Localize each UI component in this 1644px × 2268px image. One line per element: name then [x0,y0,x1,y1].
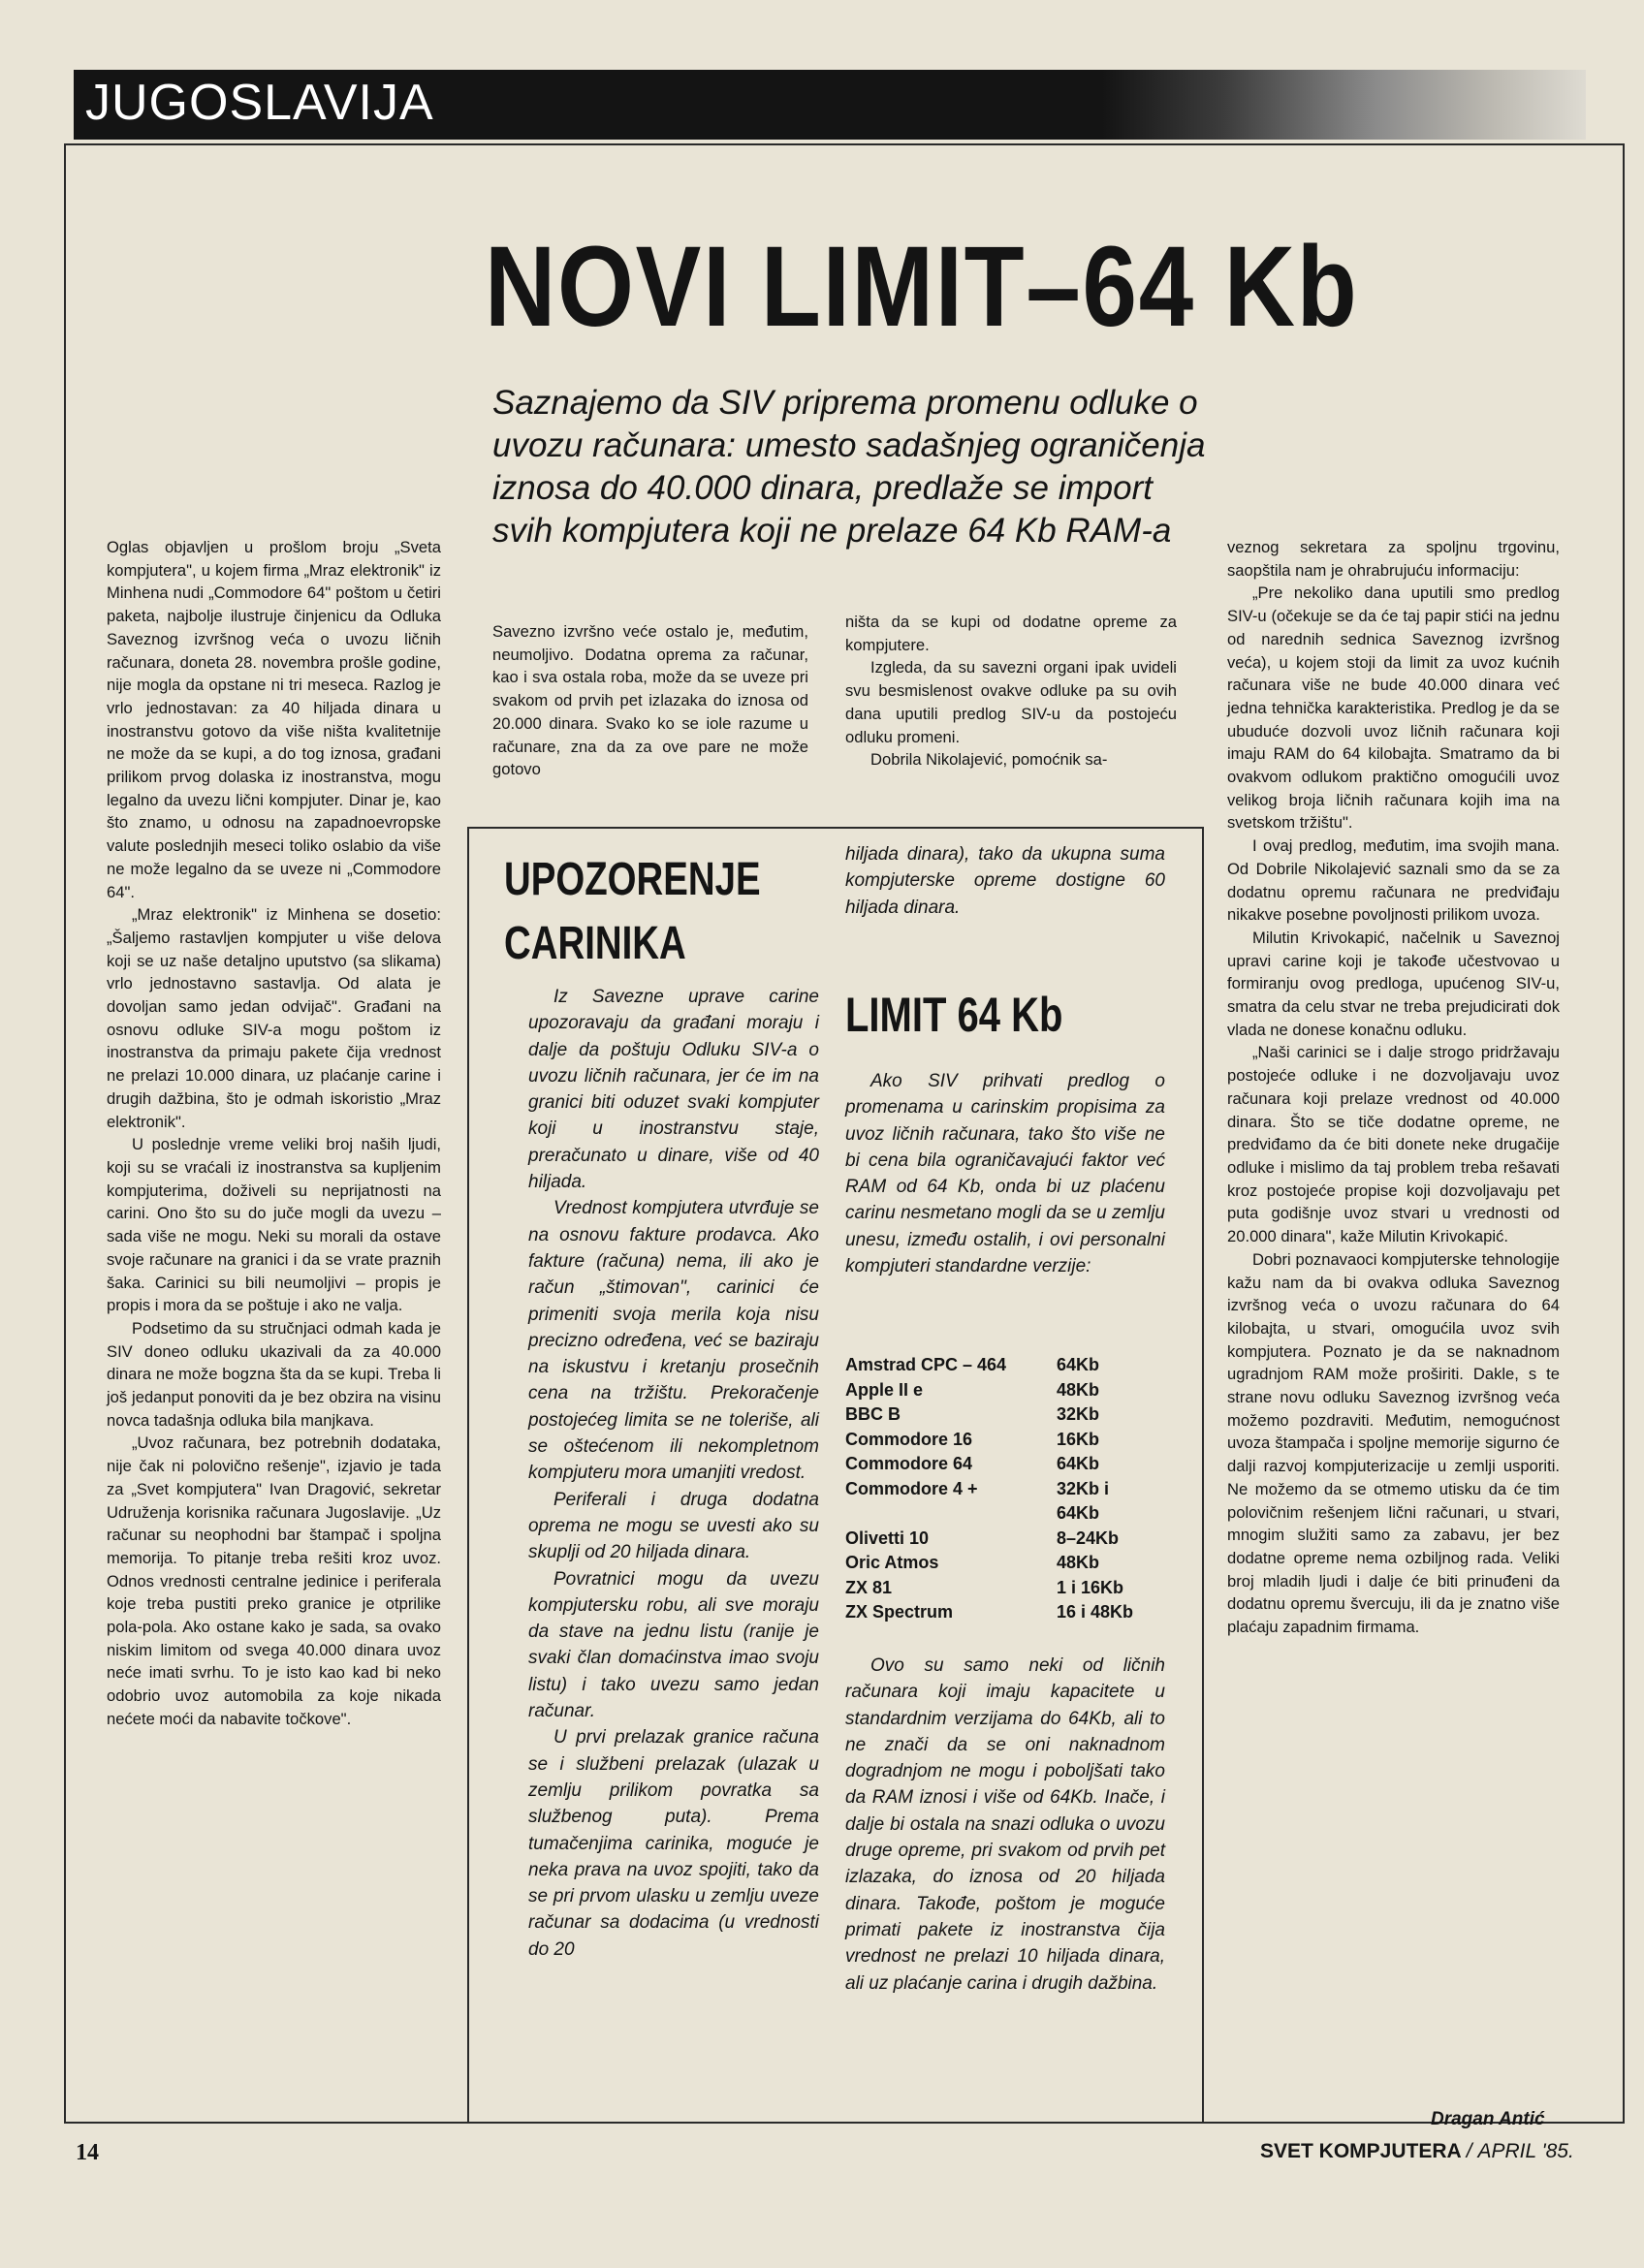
paragraph: hiljada dinara), tako da ukupna suma kompjuterske opreme dostigne 60 hiljada dinara. [845,844,1165,918]
article-subtitle: Saznajemo da SIV priprema promenu odluke o uvozu računara: umesto sadašnjeg ograničenja iznosa do 40.000 dinara, predlaže se import svih kompjutera koji ne prelaze 64 Kb RAM-a [492,384,1206,550]
article-title: NOVI LIMIT–64 Kb [485,223,1359,351]
sidebar-column-1 [528,984,819,1963]
spec-row [845,1378,1133,1403]
spec-model: Commodore 4 + [845,1478,978,1498]
paragraph: Dobri poznavaoci kompjuterske tehnologije kažu nam da bi ovakva odluka Saveznog izvršnog veća o uvozu računara do 64 kilobajta, u stvari, omogućila uvoz svih kompjutera. Poznato je da se naknadnom ugradnjom RAM može proširiti. Dakle, s te strane novu odluku Saveznog izvršnog veća možemo pozdraviti. Međutim, nemogućnost uvoza štampača i spoljne memorije sigurno će dalji razvoj kompjuterizacije u zemlji usporiti. Ne možemo da se otmemo utisku da će tim polovičnim rešenjem lični računari, u stvari, mnogim služiti samo za zabavu, jer bez dodatne opreme nema ozbiljnog rada. Veliki broj mladih ljudi i dalje će biti prinuđeni da dodatnu opremu švercuju, ili da je znatno više plaćaju zapadnim firmama. [1227,1249,1560,1637]
article-column-4 [1227,536,1560,1639]
spec-ram: 48Kb [1057,1379,1100,1400]
paragraph: U poslednje vreme veliki broj naših ljudi, koji su se vraćali iz inostranstva sa kupljenim kompjuterima, doživeli su neprijatnosti na carini. Ono što su do juče mogli da uvezu – sada više ne mogu. Neki su morali da ostave svoje računare na granici i da se vrate praznih šaka. Carinici su bili neumoljivi – propis je propis i mora da se poštuje i ako ne valja. [107,1135,441,1315]
spec-ram: 8–24Kb [1057,1528,1120,1548]
paragraph: veznog sekretara za spoljnu trgovinu, saopštila nam je ohrabrujuću informaciju: [1227,538,1560,580]
paragraph: Iz Savezne uprave carine upozoravaju da građani moraju i dalje da poštuju Odluku SIV-a o uvozu ličnih računara, jer će im na granici biti oduzet svaki kompjuter koji u inostranstvu staje, preračunato u dinare, više od 40 hiljada. [528,987,819,1193]
section-header-bar [74,70,1586,140]
spec-ram: 64Kb [1057,1503,1100,1523]
paragraph: „Mraz elektronik" iz Minhena se dosetio: „Šaljemo rastavljen kompjuter u više delova koji se uz naše detaljno uputstvo (sa slikama) vrlo jednostavno sastavlja. Od alata je dovoljan samo jedan odvijač". Građani na osnovu odluke SIV-a mogu poštom iz inostranstva da primaju pakete čija vrednost ne prelazi 10.000 dinara, uz plaćanje carine i drugih dažbina, što je odmah iskoristio „Mraz elektronik". [107,905,441,1131]
paragraph: Milutin Krivokapić, načelnik u Saveznoj upravi carine koji je takođe učestvovao u formiranju ovog predloga, upućenog SIV-u, smatra da celu stvar ne treba prejudicirati dok vlada ne donese konačnu odluku. [1227,928,1560,1039]
spec-ram: 16Kb [1057,1429,1100,1449]
sidebar-heading-line: CARINIKA [504,918,686,969]
computer-ram-table [845,1353,1133,1625]
sidebar-heading [504,848,761,976]
spec-model: Oric Atmos [845,1553,939,1572]
paragraph: „Naši carinici se i dalje strogo pridržavaju postojeće odluke i ne dozvoljavaju uvoz računara koji prelaze vrednost od 40.000 dinara. Što se tiče dodatne opreme, ne predviđamo da će biti donete neke drugačije odluke i mislimo da taj problem treba rešavati kroz postojeće propise koji dozvoljavaju pet puta godišnje uvoz stvari u vrednosti od 20.000 dinara", kaže Milutin Krivokapić. [1227,1043,1560,1246]
sidebar-closing [845,1653,1165,1997]
paragraph: „Pre nekoliko dana uputili smo predlog SIV-u (očekuje se da će taj papir stići na jednu od narednih sednica Saveznog izvršnog veća), u kojem stoji da limit za uvoz kućnih računara više ne bude 40.000 dinara već jedna tehnička karakteristika. Predlog je da se ubuduće dozvoli uvoz ličnih računara koji imaju RAM do 64 kilobajta. Smatramo da bi ovakvom odlukom praktično omogućili uvoz velikog broja ličnih računara kojih ima na svetskom tržištu". [1227,583,1560,833]
paragraph: Povratnici mogu da uvezu kompjutersku robu, ali sve moraju da stave na jednu listu (ranije je svaki član domaćinstva imao svoju listu) i tako uvezu samo jedan računar. [528,1568,819,1722]
spec-row [845,1600,1133,1625]
spec-ram: 1 i 16Kb [1057,1577,1124,1597]
paragraph: Oglas objavljen u prošlom broju „Sveta kompjutera", u kojem firma „Mraz elektronik" iz Minhena nudi „Commodore 64" poštom u četiri paketa, najbolje ilustruje činjenicu da Odluka Saveznog izvršnog veća o uvozu ličnih računara, doneta 28. novembra prošle godine, nije mogla da opstane ni tri meseca. Razlog je vrlo jednostavan: za 40 hiljada dinara u inostranstvu gotovo da više ništa kvalitetnije ne može da se kupi, a do tog iznosa, građani prilikom prvog dolaska iz inostranstva, mogu legalno da uvezu lični kompjuter. Dinar je, kao što znamo, u odnosu na zapadnoevropske valute poslednjih meseci toliko oslabio da više ne može legalno da se uveze ni „Commodore 64". [107,538,441,901]
limit-heading: LIMIT 64 Kb [845,988,1063,1042]
paragraph: U prvi prelazak granice računa se i službeni prelazak (ulazak u zemlju prilikom povratka sa službenog puta). Prema tumačenjima carinika, moguće je neka prava na uvoz spojiti, tako da se pri prvom ulasku u zemlju uveze računar sa dodacima (u vrednosti do 20 [528,1727,819,1960]
spec-model: Olivetti 10 [845,1528,930,1548]
spec-model: ZX 81 [845,1577,893,1597]
spec-model: Amstrad CPC – 464 [845,1355,1007,1374]
paragraph: I ovaj predlog, međutim, ima svojih mana. Od Dobrile Nikolajević saznali smo da se za dodatnu opremu računara ne predviđaju nikakve posebne povoljnosti prilikom uvoza. [1227,836,1560,925]
magazine-name: SVET KOMPJUTERA [1260,2140,1461,2162]
article-column-2 [492,620,808,781]
paragraph: Podsetimo da su stručnjaci odmah kada je SIV doneo odluku ukazivali da za 40.000 dinara ne može bogzna šta da se kupi. Treba li još jedanput ponoviti da je bez obzira na visinu novca tadašnja odluka bila manjkava. [107,1318,441,1430]
spec-ram: 32Kb [1057,1404,1100,1424]
byline: Dragan Antić [1431,2109,1545,2129]
page-number: 14 [76,2140,99,2165]
spec-model: Commodore 16 [845,1429,973,1449]
spec-row [845,1452,1133,1477]
spec-model: BBC B [845,1404,901,1424]
spec-ram: 64Kb [1057,1454,1100,1473]
paragraph: Periferali i druga dodatna oprema ne mogu se uvesti ako su skuplji od 20 hiljada dinara. [528,1489,819,1563]
sidebar-column-2 [845,841,1165,921]
spec-row [845,1477,1133,1502]
footer-separator: / [1466,2140,1472,2162]
spec-model: ZX Spectrum [845,1602,954,1622]
spec-row [845,1353,1133,1378]
spec-model: Apple II e [845,1379,924,1400]
spec-row [845,1501,1133,1527]
paragraph: Ovo su samo neki od ličnih računara koji imaju kapacitete u standardnim verzijama do 64Kb, ali to ne znači da se oni naknadnom dogradnjom ne mogu i poboljšati tako da RAM iznosi i više od 64Kb. Inače, i dalje bi ostala na snazi odluka o uvozu druge opreme, pri svakom od prvih pet izlazaka, do iznosa od 20 hiljada dinara. Takođe, poštom je moguće primati pakete iz inostranstva čija vrednost ne prelazi 10 hiljada dinara, ali uz plaćanje carina i drugih dažbina. [845,1655,1165,1994]
sidebar-limit-text [845,1068,1165,1279]
spec-row [845,1428,1133,1453]
paragraph: Vrednost kompjutera utvrđuje se na osnovu fakture prodavca. Ako fakture (računa) nema, ili ako je račun „štimovan", carinici će primeniti svoja merila koja nisu precizno određena, već se baziraju na iskustvu i kretanju prosečnih cena na tržištu. Prekoračenje postojećeg limita se ne toleriše, ali se oštećenom ili nekompletnom kompjuteru mora umanjiti vredost. [528,1198,819,1484]
spec-model [845,1501,1057,1527]
spec-row [845,1576,1133,1601]
spec-ram: 32Kb i [1057,1478,1110,1498]
spec-ram: 16 i 48Kb [1057,1602,1134,1622]
article-column-3 [845,611,1177,772]
spec-ram: 64Kb [1057,1355,1100,1374]
paragraph: Ako SIV prihvati predlog o promenama u carinskim propisima za uvoz ličnih računara, tako što više ne bi cena bila ograničavajući faktor već RAM od 64 Kb, onda bi uz plaćenu carinu nesmetano mogli da se u zemlju unesu, između ostalih, i ovi personalni kompjuteri standardne verzije: [845,1071,1165,1277]
spec-row [845,1527,1133,1552]
article-column-1 [107,536,441,1731]
paragraph: Izgleda, da su savezni organi ipak uvideli svu besmislenost ovakve odluke pa su ovih dana uputili predlog SIV-u da postojeću odluku promeni. [845,658,1177,746]
sidebar-heading-line: UPOZORENJE [504,854,761,905]
paragraph: „Uvoz računara, bez potrebnih dodataka, nije čak ni polovično rešenje", izjavio je tada za „Svet kompjutera" Ivan Dragović, sekretar Udruženja korisnika računara Jugoslavije. „Uz računar su neophodni bar štampač i spoljna memorija. To pitanje treba rešiti kroz uvoz. Odnos vrednosti centralne jedinice i periferala koje treba pustiti preko granice je otprilike pola-pola. Ako ostane kako je sada, sa ovako niskim limitom od svega 40.000 dinara uvoz neće imati svrhu. To je isto kao kad bi neko odobrio uvoz automobila za koje nikada nećete moći da nabavite točkove". [107,1433,441,1728]
section-title: JUGOSLAVIJA [85,75,434,131]
paragraph: ništa da se kupi od dodatne opreme za kompjutere. [845,613,1177,654]
paragraph: Savezno izvršno veće ostalo je, međutim, neumoljivo. Dodatna oprema za računar, kao i sva ostala roba, može da se uveze pri svakom od prvih pet izlazaka do iznosa od 20.000 dinara. Svako ko se iole razume u računare, zna da za ove pare ne može gotovo [492,622,808,779]
spec-model: Commodore 64 [845,1454,973,1473]
magazine-footer [1260,2140,1574,2163]
paragraph: Dobrila Nikolajević, pomoćnik sa- [870,750,1108,770]
spec-row [845,1402,1133,1428]
issue-date: APRIL '85. [1477,2140,1574,2162]
spec-ram: 48Kb [1057,1553,1100,1572]
spec-row [845,1551,1133,1576]
